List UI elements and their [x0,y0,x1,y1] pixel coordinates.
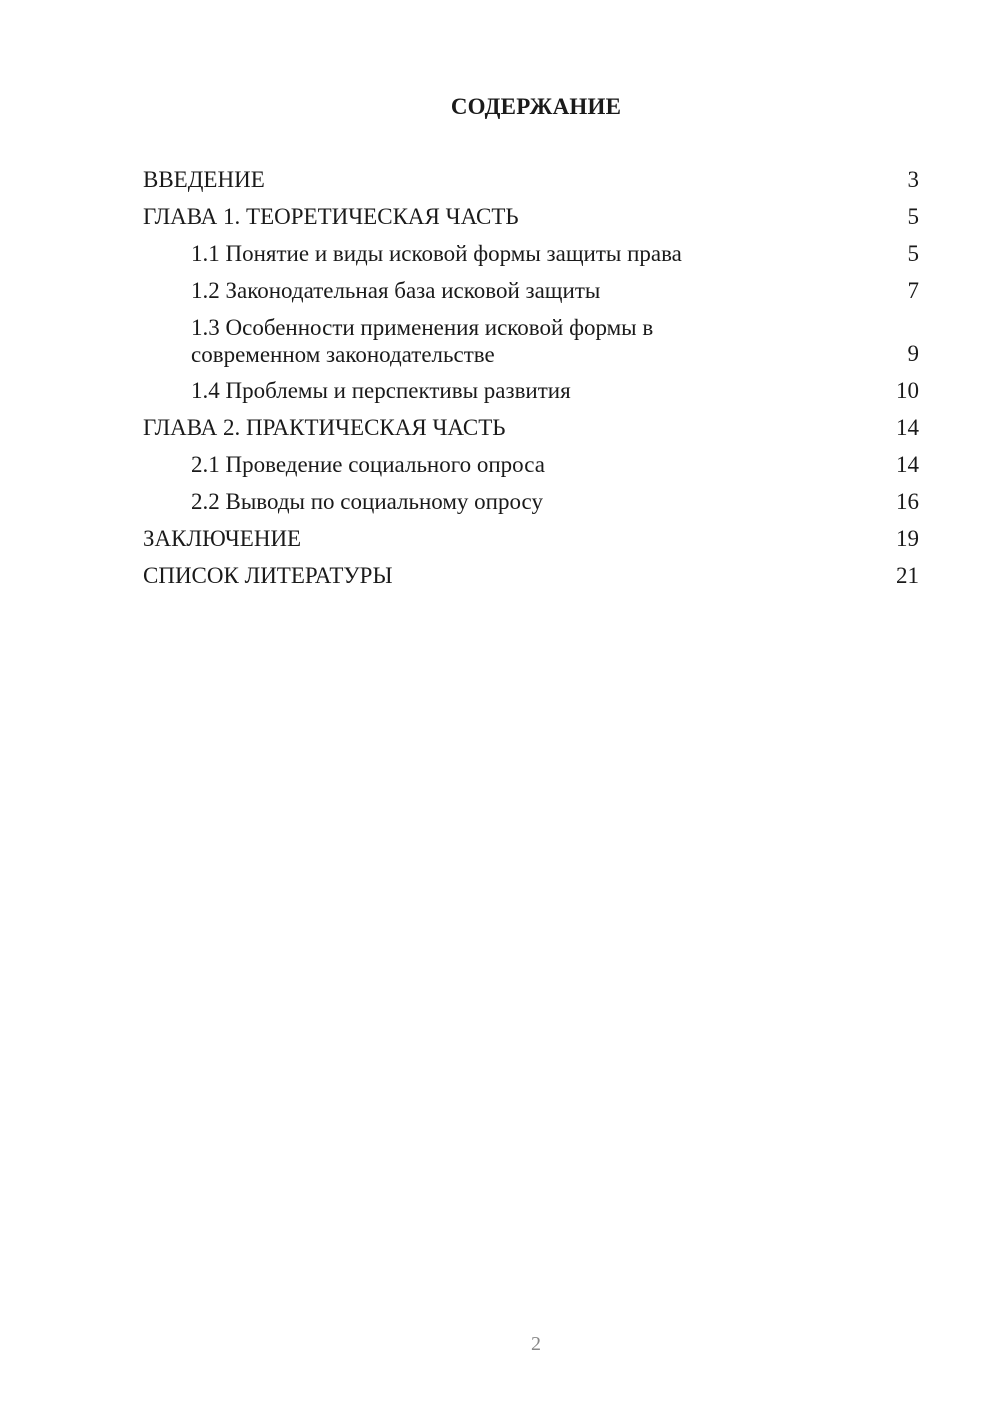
toc-entry-label: 2.1 Проведение социального опроса [191,452,545,477]
toc-entry-page: 14 [896,415,919,440]
toc-entry-page: 3 [907,167,919,192]
toc-entry-label: 2.2 Выводы по социальному опросу [191,489,543,514]
toc-entry-page: 10 [896,378,919,403]
toc-title: СОДЕРЖАНИЕ [450,94,622,119]
toc-entry-page: 5 [907,241,919,266]
toc-entry-conclusion [143,525,919,553]
toc-entry-section-2-1 [143,451,919,479]
toc-entry-section-1-2 [143,277,919,305]
toc-entry-label: СПИСОК ЛИТЕРАТУРЫ [143,563,393,588]
toc-entry-page: 5 [907,204,919,229]
toc-entry-chapter-1 [143,203,919,231]
toc-entry-page: 16 [896,489,919,514]
toc-entry-page: 14 [896,452,919,477]
toc-entry-label: 1.4 Проблемы и перспективы развития [191,378,571,403]
toc-entry-page: 21 [896,563,919,588]
toc-entry-introduction [143,166,919,194]
page-number: 2 [531,1333,541,1355]
toc-entry-label: 1.2 Законодательная база исковой защиты [191,278,601,303]
toc-entry-page: 7 [907,278,919,303]
toc-entry-label: ГЛАВА 2. ПРАКТИЧЕСКАЯ ЧАСТЬ [143,415,506,440]
toc-entry-label: ЗАКЛЮЧЕНИЕ [143,526,302,551]
toc-entry-references [143,562,919,590]
toc-entry-label: 1.1 Понятие и виды исковой формы защиты права [191,241,682,266]
table-of-contents [143,166,919,599]
toc-entry-section-1-1 [143,240,919,268]
toc-entry-section-1-4 [143,377,919,405]
toc-entry-page: 9 [907,341,919,366]
toc-entry-label: ВВЕДЕНИЕ [143,167,265,192]
toc-entry-section-2-2 [143,488,919,516]
toc-entry-chapter-2 [143,414,919,442]
toc-entry-label: 1.3 Особенности применения исковой формы в современном законодательстве [191,315,654,367]
toc-entry-page: 19 [896,526,919,551]
toc-entry-label: ГЛАВА 1. ТЕОРЕТИЧЕСКАЯ ЧАСТЬ [143,204,519,229]
toc-entry-section-1-3 [143,314,919,368]
